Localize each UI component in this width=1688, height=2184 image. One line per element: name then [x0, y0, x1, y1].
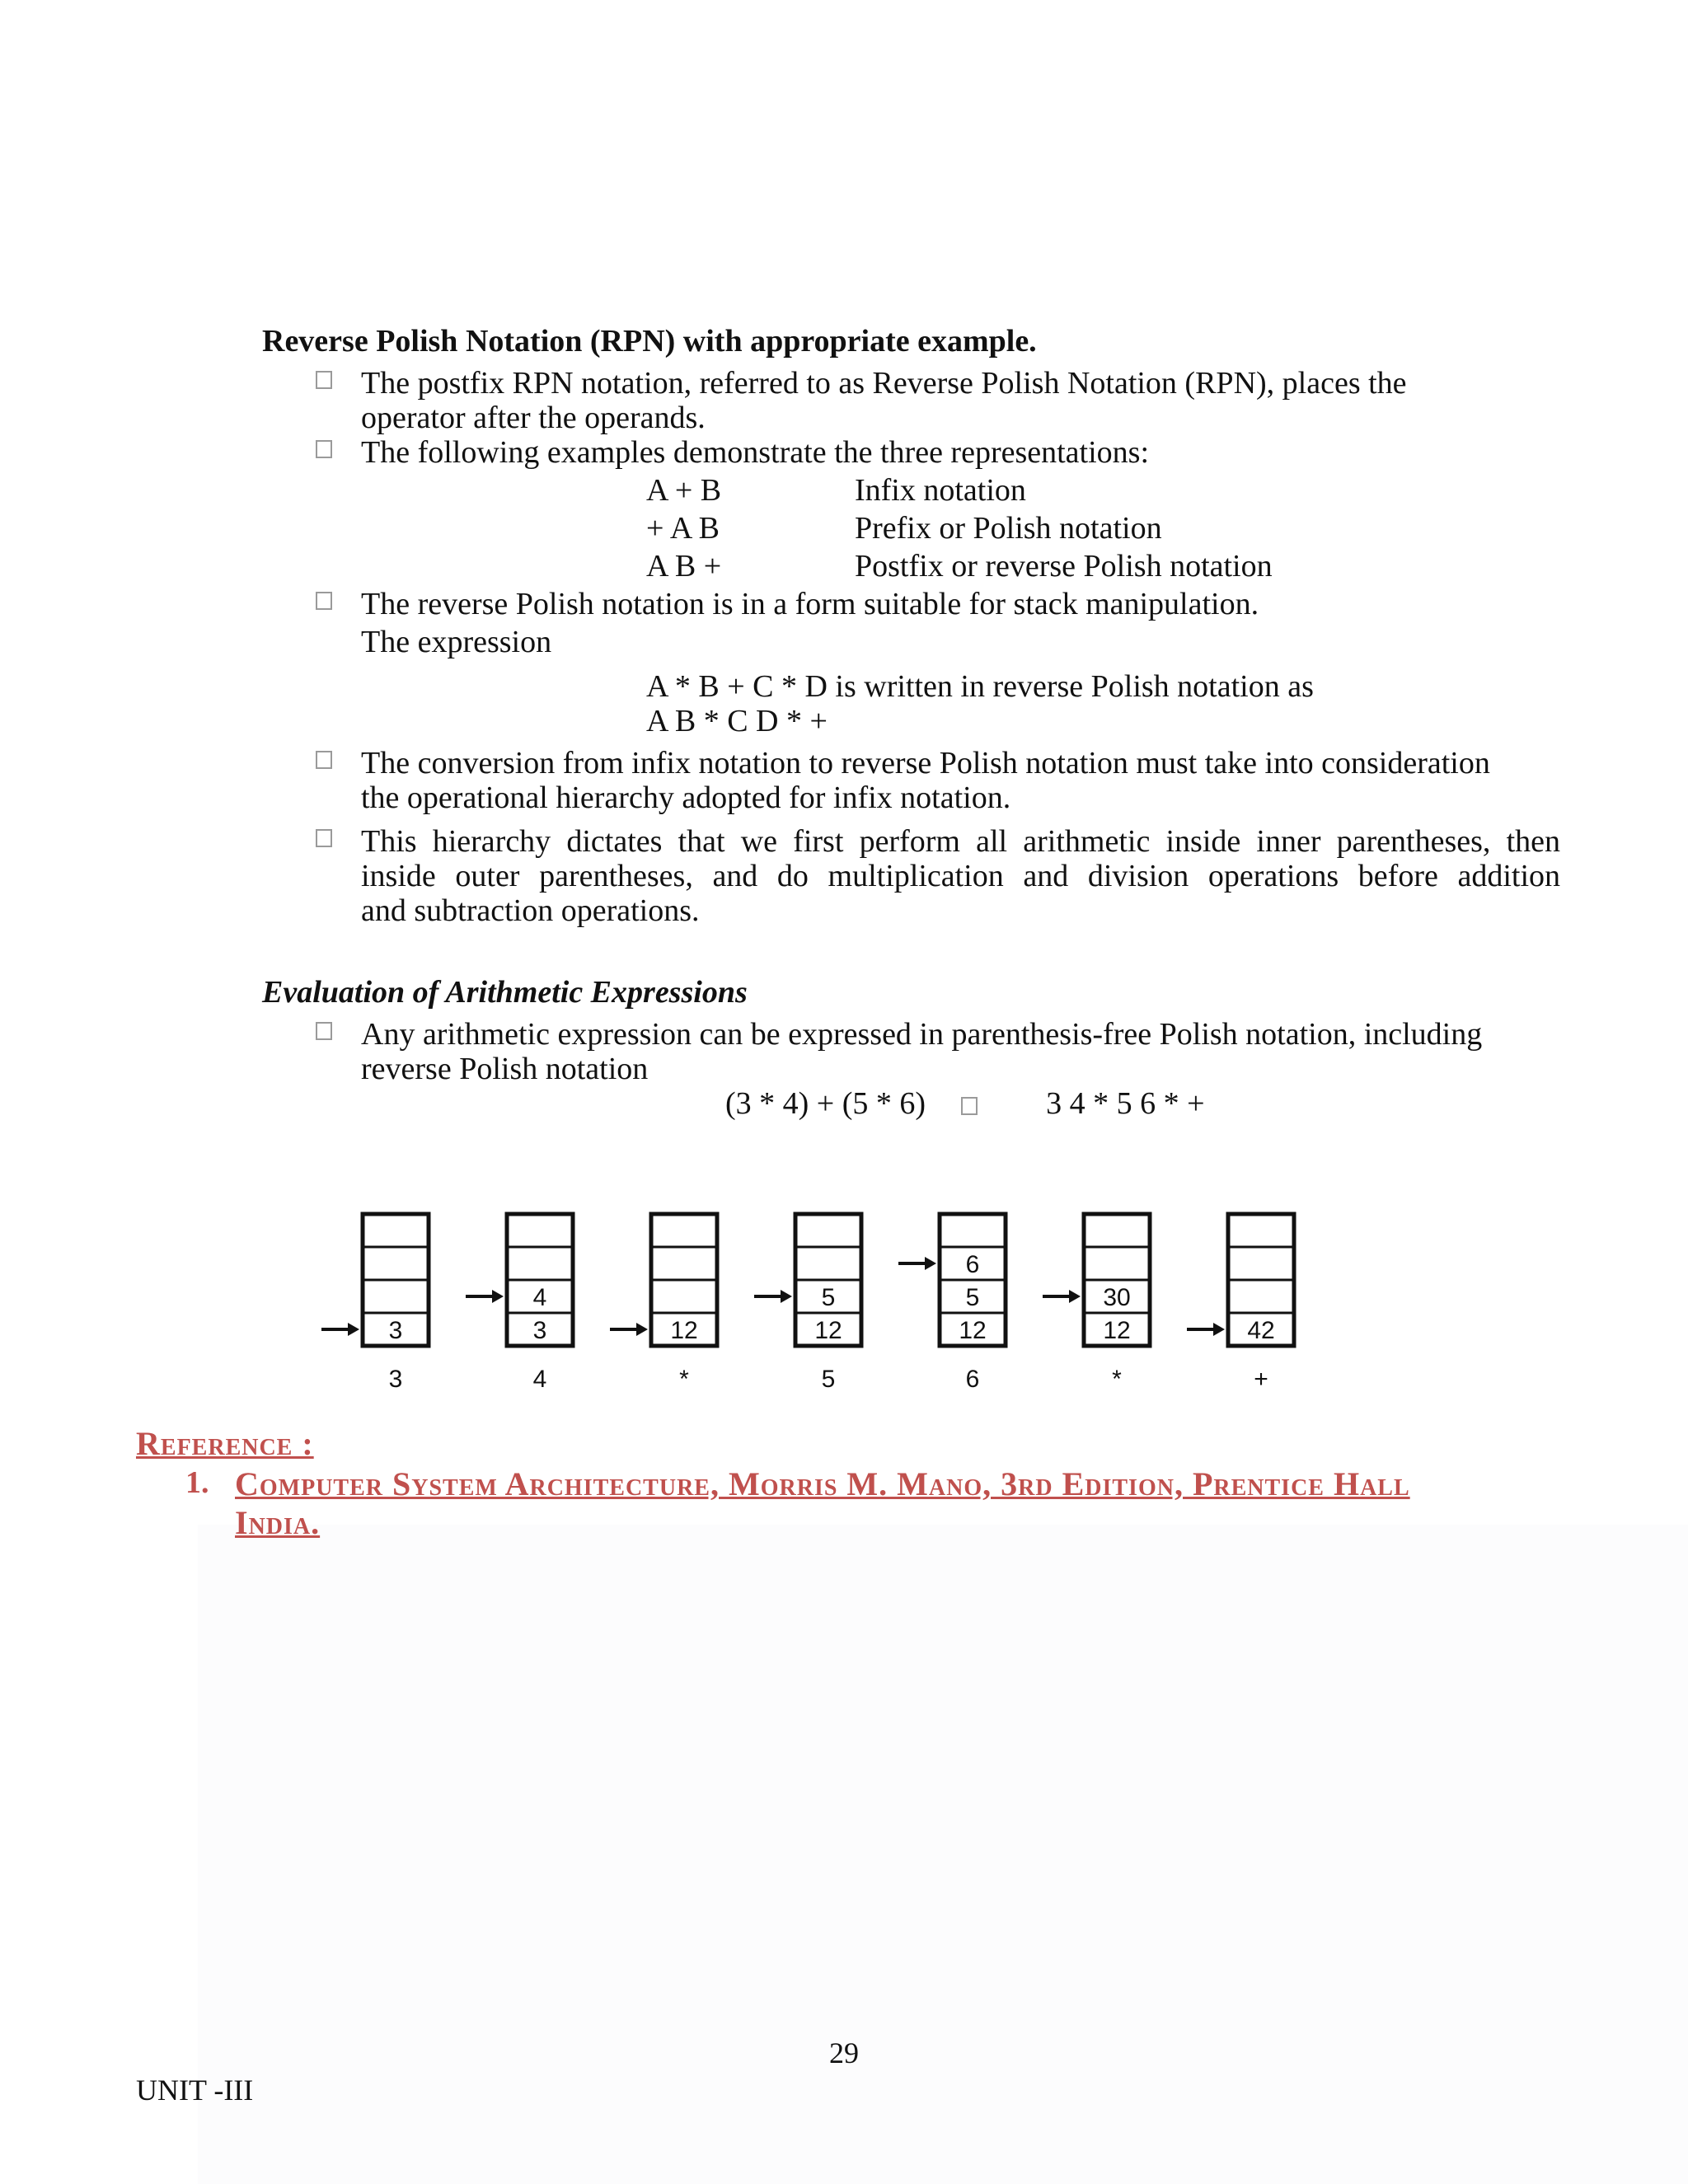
- input-symbol: *: [679, 1366, 689, 1393]
- notation-label: Prefix or Polish notation: [855, 511, 1162, 546]
- arrow-head-icon: [781, 1290, 792, 1303]
- subsection-heading: Evaluation of Arithmetic Expressions: [262, 975, 748, 1010]
- example-postfix: 3 4 * 5 6 * +: [1046, 1086, 1205, 1121]
- reference-title: Reference :: [136, 1425, 314, 1462]
- bullet-line: the operational hierarchy adopted for infix notation.: [361, 780, 1011, 815]
- page-number: 29: [829, 2036, 859, 2069]
- stack-value: 30: [1103, 1284, 1131, 1311]
- bullet-box-icon: [316, 592, 332, 610]
- input-symbol: *: [1112, 1366, 1122, 1393]
- stack-value: 12: [1103, 1317, 1131, 1344]
- bullet-box-icon: [316, 440, 332, 458]
- bullet-line: The reverse Polish notation is in a form suitable for stack manipulation.: [361, 587, 1259, 621]
- input-symbol: +: [1254, 1366, 1268, 1393]
- arrow-box-icon: [961, 1097, 978, 1115]
- bullet-box-icon: [316, 1022, 332, 1040]
- bullet-box-icon: [316, 829, 332, 847]
- reference-line: Computer System Architecture, Morris M. Mano, 3rd Edition, Prentice Hall: [235, 1465, 1410, 1502]
- bullet-line: The expression: [361, 625, 552, 659]
- arrow-head-icon: [492, 1290, 504, 1303]
- stack-value: 42: [1247, 1317, 1275, 1344]
- input-symbol: 6: [965, 1366, 980, 1393]
- expression-rpn: A B * C D * +: [646, 704, 828, 738]
- expression-line: A * B + C * D is written in reverse Polish notation as: [646, 669, 1314, 704]
- footer-unit: UNIT -III: [136, 2074, 254, 2107]
- bullet-line: The following examples demonstrate the three representations:: [361, 435, 1150, 470]
- bullet-line: reverse Polish notation: [361, 1052, 649, 1086]
- stack-value: 12: [670, 1317, 698, 1344]
- notation-label: Infix notation: [855, 473, 1026, 508]
- reference-line: India.: [235, 1504, 321, 1541]
- input-symbol: 3: [388, 1366, 403, 1393]
- bullet-box-icon: [316, 751, 332, 769]
- reference-item: [235, 1465, 1496, 1542]
- input-symbol: 5: [821, 1366, 836, 1393]
- stack-value: 4: [532, 1284, 547, 1311]
- arrow-head-icon: [1069, 1290, 1081, 1303]
- notation-label: Postfix or reverse Polish notation: [855, 549, 1273, 583]
- notation-expr: A B +: [646, 549, 722, 583]
- bullet-line: Any arithmetic expression can be expressed in parenthesis-free Polish notation, including: [361, 1017, 1483, 1052]
- input-symbol: 4: [532, 1366, 547, 1393]
- example-infix: (3 * 4) + (5 * 6): [725, 1086, 926, 1121]
- stack-value: 5: [965, 1284, 980, 1311]
- stack-value: 3: [388, 1317, 403, 1344]
- stack-value: 5: [821, 1284, 836, 1311]
- example-line: [725, 1086, 1205, 1121]
- bullet-line: This hierarchy dictates that we first perform all arithmetic inside inner parentheses, then: [361, 824, 1560, 859]
- section-heading: Reverse Polish Notation (RPN) with appropriate example.: [262, 324, 1037, 359]
- stack-diagram: [305, 1199, 1335, 1397]
- bullet-line: inside outer parentheses, and do multiplication and division operations before addition: [361, 859, 1560, 893]
- stack-value: 6: [965, 1251, 980, 1278]
- arrow-head-icon: [925, 1257, 936, 1270]
- bullet-box-icon: [316, 371, 332, 389]
- notation-expr: A + B: [646, 473, 722, 508]
- reference-number: 1.: [185, 1465, 209, 1500]
- stack-value: 12: [814, 1317, 842, 1344]
- notation-expr: + A B: [646, 511, 720, 546]
- bullet-line: and subtraction operations.: [361, 893, 700, 928]
- arrow-head-icon: [636, 1323, 648, 1336]
- bullet-line: The postfix RPN notation, referred to as Reverse Polish Notation (RPN), places the: [361, 366, 1407, 401]
- stack-value: 12: [959, 1317, 987, 1344]
- bullet-line: operator after the operands.: [361, 401, 706, 435]
- arrow-head-icon: [1213, 1323, 1225, 1336]
- bullet-line: The conversion from infix notation to reverse Polish notation must take into consideration: [361, 746, 1490, 780]
- arrow-head-icon: [348, 1323, 359, 1336]
- stack-value: 3: [532, 1317, 547, 1344]
